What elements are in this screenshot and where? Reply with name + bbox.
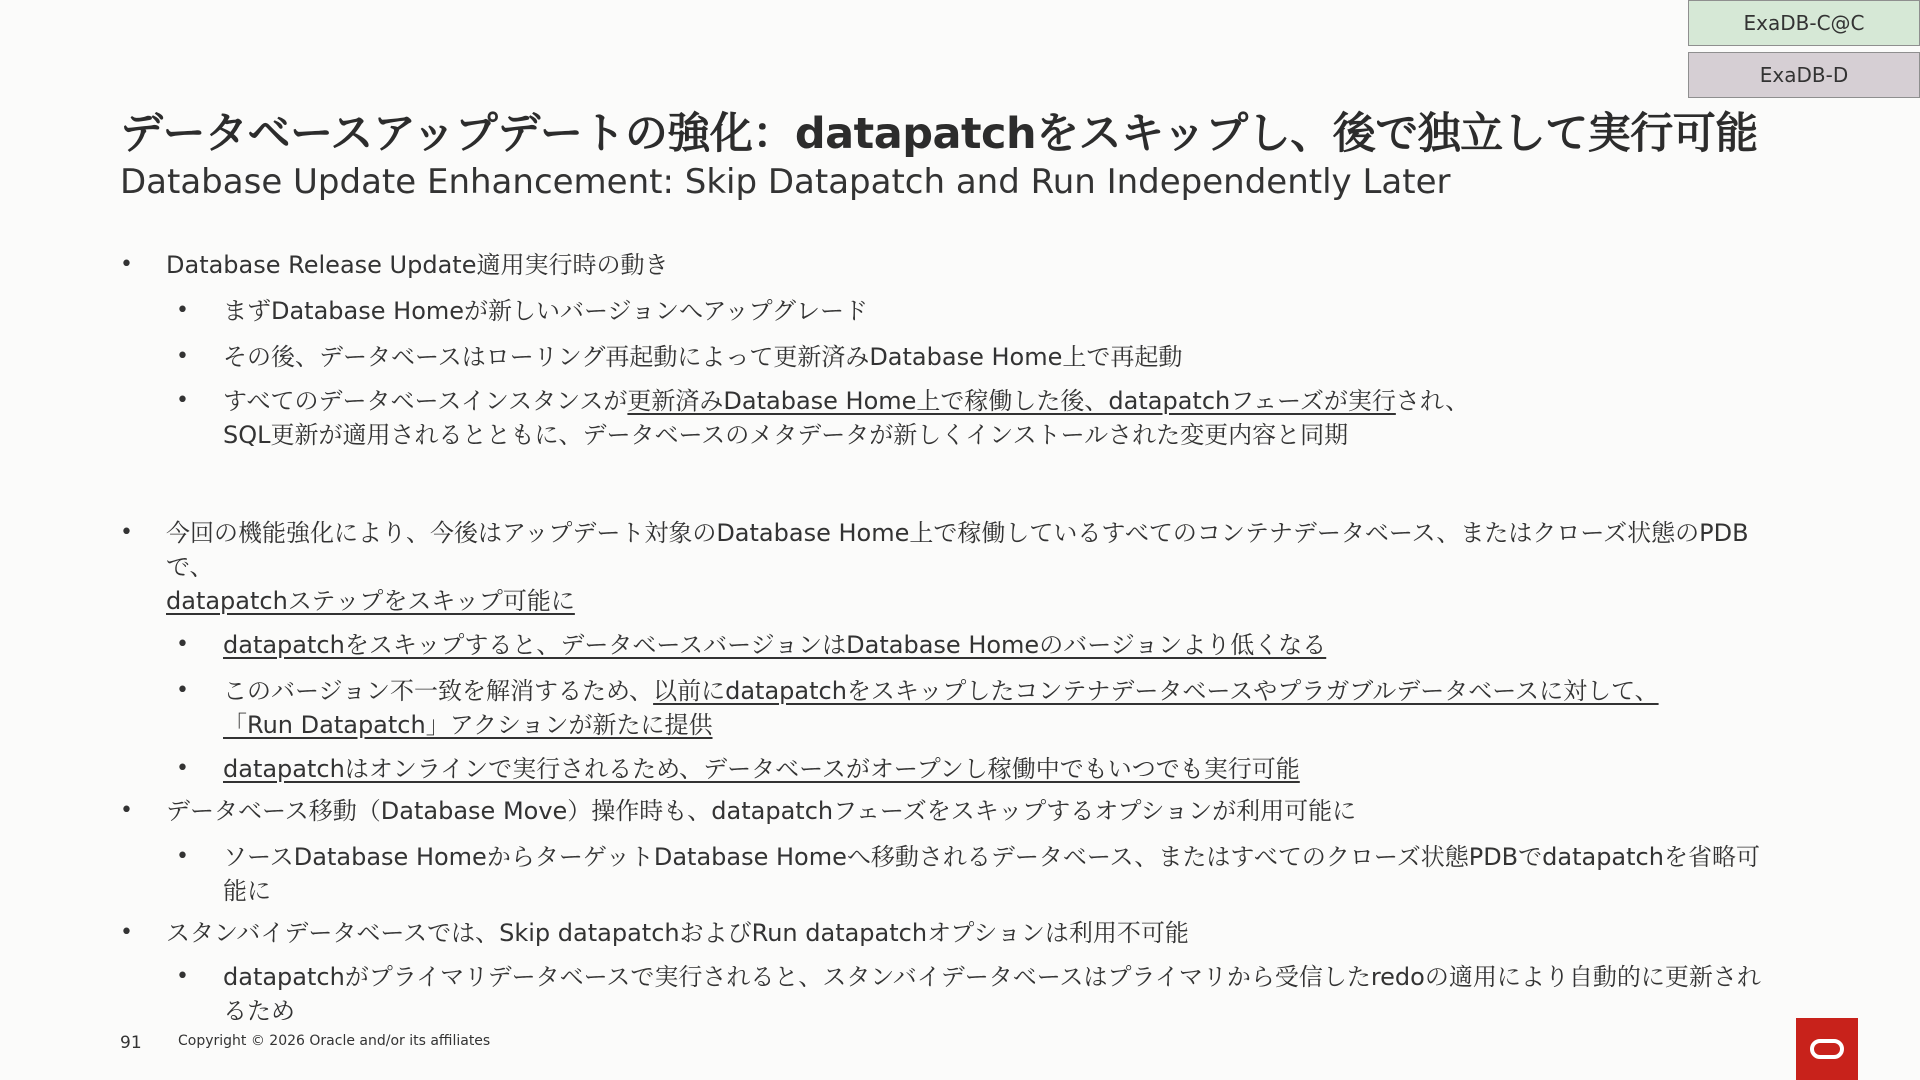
slide-title: データベースアップデートの強化：datapatchをスキップし、後で独立して実行可能 (120, 109, 1758, 159)
bullet-text: このバージョン不一致を解消するため、 (223, 677, 654, 705)
bullet-dot: • (120, 920, 133, 945)
bullet-dot: • (176, 756, 189, 781)
sub-bullet-home-upgrade (120, 294, 1780, 328)
copyright-text: Copyright © 2026 Oracle and/or its affiliates (178, 1033, 491, 1049)
page-number: 91 (120, 1033, 142, 1053)
slide-body (120, 248, 1780, 1028)
bullet-dot: • (176, 678, 189, 703)
bullet-text: まずDatabase Homeが新しいバージョンへアップグレード (223, 297, 868, 325)
bullet-database-move (120, 794, 1780, 828)
bullet-text-underlined: 更新済みDatabase Home上で稼働した後、datapatchフェーズが実行 (627, 387, 1396, 415)
bullet-text-underlined: datapatchはオンラインで実行されるため、データベースがオープンし稼働中でもいつでも実行可能 (223, 755, 1300, 783)
bullet-dot: • (120, 520, 133, 545)
bullet-dot: • (120, 798, 133, 823)
bullet-dot: • (176, 298, 189, 323)
oracle-logo (1796, 1018, 1858, 1080)
bullet-text: すべてのデータベースインスタンスが (223, 387, 628, 415)
sub-bullet-datapatch-phase (120, 384, 1780, 452)
sub-bullet-online (120, 752, 1780, 786)
bullet-text: データベース移動（Database Move）操作時も、datapatchフェーズをスキップするオプションが利用可能に (166, 797, 1357, 825)
bullet-text: 今回の機能強化により、今後はアップデート対象のDatabase Home上で稼働しているすべてのコンテナデータベース、またはクローズ状態のPDBで、 (166, 519, 1749, 581)
bullet-text: SQL更新が適用されるとともに、データベースのメタデータが新しくインストールされた変更内容と同期 (223, 421, 1349, 449)
oracle-logo-icon (1809, 1038, 1845, 1060)
bullet-text-underlined: datapatchステップをスキップ可能に (166, 587, 575, 615)
bullet-text: その後、データベースはローリング再起動によって更新済みDatabase Home上で再起動 (223, 343, 1183, 371)
bullet-text: スタンバイデータベースでは、Skip datapatchおよびRun datapatchオプションは利用不可能 (166, 919, 1189, 947)
bullet-text: datapatchがプライマリデータベースで実行されると、スタンバイデータベースはプライマリから受信したredoの適用により自動的に更新されるため (223, 963, 1761, 1025)
bullet-dot: • (176, 632, 189, 657)
bullet-dot: • (176, 344, 189, 369)
bullet-enhancement (120, 516, 1780, 618)
bullet-text: され、 (1395, 387, 1470, 415)
bullet-text-underlined: 「Run Datapatch」アクションが新たに提供 (223, 711, 713, 739)
slide-subtitle: Database Update Enhancement: Skip Datapatch and Run Independently Later (120, 162, 1451, 202)
sub-bullet-rolling-restart (120, 340, 1780, 374)
sub-bullet-run-datapatch-action (120, 674, 1780, 742)
bullet-text: Database Release Update適用実行時の動き (166, 251, 669, 279)
sub-bullet-move-skip (120, 840, 1780, 908)
bullet-release-update (120, 248, 1780, 282)
bullet-text-underlined: datapatchをスキップすると、データベースバージョンはDatabase Homeのバージョンより低くなる (223, 631, 1327, 659)
bullet-dot: • (176, 964, 189, 989)
tag-exadb-d: ExaDB-D (1688, 52, 1920, 98)
bullet-dot: • (176, 388, 189, 413)
tag-exadb-c-at-c: ExaDB-C@C (1688, 0, 1920, 46)
sub-bullet-version-lower (120, 628, 1780, 662)
bullet-text: ソースDatabase HomeからターゲットDatabase Homeへ移動されるデータベース、またはすべてのクローズ状態PDBでdatapatchを省略可能に (223, 843, 1760, 905)
bullet-dot: • (120, 252, 133, 277)
sub-bullet-standby-redo (120, 960, 1780, 1028)
bullet-standby (120, 916, 1780, 950)
bullet-text-underlined: 以前にdatapatchをスキップしたコンテナデータベースやプラガブルデータベースに対して、 (653, 677, 1659, 705)
bullet-dot: • (176, 844, 189, 869)
